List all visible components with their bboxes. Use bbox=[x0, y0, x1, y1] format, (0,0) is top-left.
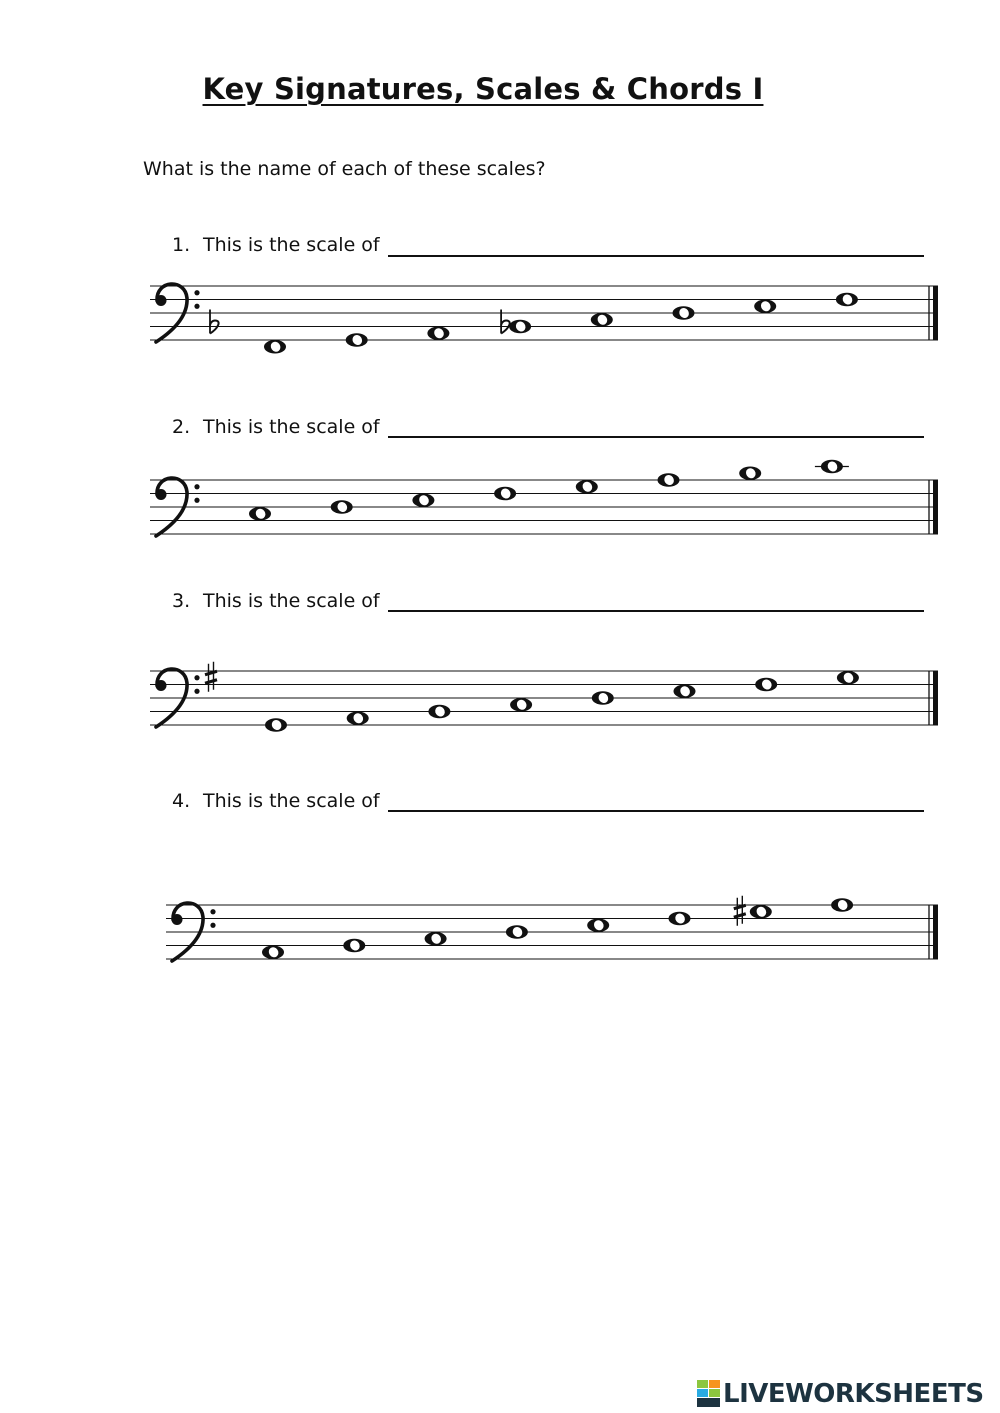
whole-note bbox=[265, 718, 287, 732]
whole-note bbox=[427, 326, 449, 340]
barline-thick bbox=[933, 480, 938, 534]
question-3 bbox=[172, 590, 380, 612]
barline-thick bbox=[933, 671, 938, 725]
question-number: 1. bbox=[172, 234, 191, 256]
staff-scale-3 bbox=[0, 655, 1000, 755]
instruction-text: What is the name of each of these scales? bbox=[143, 158, 546, 180]
whole-note bbox=[347, 711, 369, 725]
whole-note bbox=[494, 487, 516, 501]
question-prompt: This is the scale of bbox=[203, 234, 380, 256]
answer-line-1[interactable] bbox=[388, 255, 924, 257]
whole-note bbox=[506, 925, 528, 939]
whole-note bbox=[755, 678, 777, 692]
whole-note bbox=[343, 939, 365, 953]
whole-note bbox=[836, 293, 858, 307]
whole-note bbox=[262, 945, 284, 959]
page-title: Key Signatures, Scales & Chords I bbox=[202, 72, 764, 106]
whole-note bbox=[264, 340, 286, 354]
whole-note bbox=[591, 313, 613, 327]
question-prompt: This is the scale of bbox=[203, 416, 380, 438]
question-number: 2. bbox=[172, 416, 191, 438]
whole-note bbox=[669, 912, 691, 926]
whole-note bbox=[739, 466, 761, 480]
question-prompt: This is the scale of bbox=[203, 590, 380, 612]
whole-note bbox=[346, 333, 368, 347]
whole-note bbox=[592, 691, 614, 705]
barline-thick bbox=[933, 286, 938, 340]
whole-note bbox=[331, 500, 353, 514]
whole-note bbox=[673, 306, 695, 320]
footer-logo[interactable] bbox=[697, 1378, 984, 1410]
whole-note bbox=[509, 320, 531, 334]
question-2 bbox=[172, 416, 380, 438]
whole-note bbox=[587, 918, 609, 932]
sharp-icon bbox=[205, 662, 217, 692]
answer-line-2[interactable] bbox=[388, 436, 924, 438]
staff-scale-2 bbox=[0, 460, 1000, 570]
whole-note bbox=[428, 705, 450, 719]
question-number: 3. bbox=[172, 590, 191, 612]
whole-note bbox=[831, 898, 853, 912]
whole-note bbox=[249, 507, 271, 521]
whole-note bbox=[576, 480, 598, 494]
whole-note bbox=[837, 671, 859, 685]
whole-note bbox=[510, 698, 532, 712]
staff-scale-1 bbox=[0, 270, 1000, 370]
question-number: 4. bbox=[172, 790, 191, 812]
whole-note bbox=[658, 473, 680, 487]
whole-note bbox=[674, 684, 696, 698]
answer-line-3[interactable] bbox=[388, 610, 924, 612]
answer-line-4[interactable] bbox=[388, 810, 924, 812]
liveworksheets-logo-icon bbox=[697, 1380, 721, 1408]
sharp-icon bbox=[734, 896, 746, 926]
whole-note bbox=[425, 932, 447, 946]
question-prompt: This is the scale of bbox=[203, 790, 380, 812]
question-4 bbox=[172, 790, 380, 812]
question-1 bbox=[172, 234, 380, 256]
whole-note bbox=[821, 460, 843, 474]
barline-thick bbox=[933, 905, 938, 959]
liveworksheets-brand-text: LIVEWORKSHEETS bbox=[723, 1379, 984, 1409]
whole-note bbox=[750, 905, 772, 919]
whole-note bbox=[412, 493, 434, 507]
staff-scale-4 bbox=[0, 885, 1000, 985]
whole-note bbox=[754, 299, 776, 313]
